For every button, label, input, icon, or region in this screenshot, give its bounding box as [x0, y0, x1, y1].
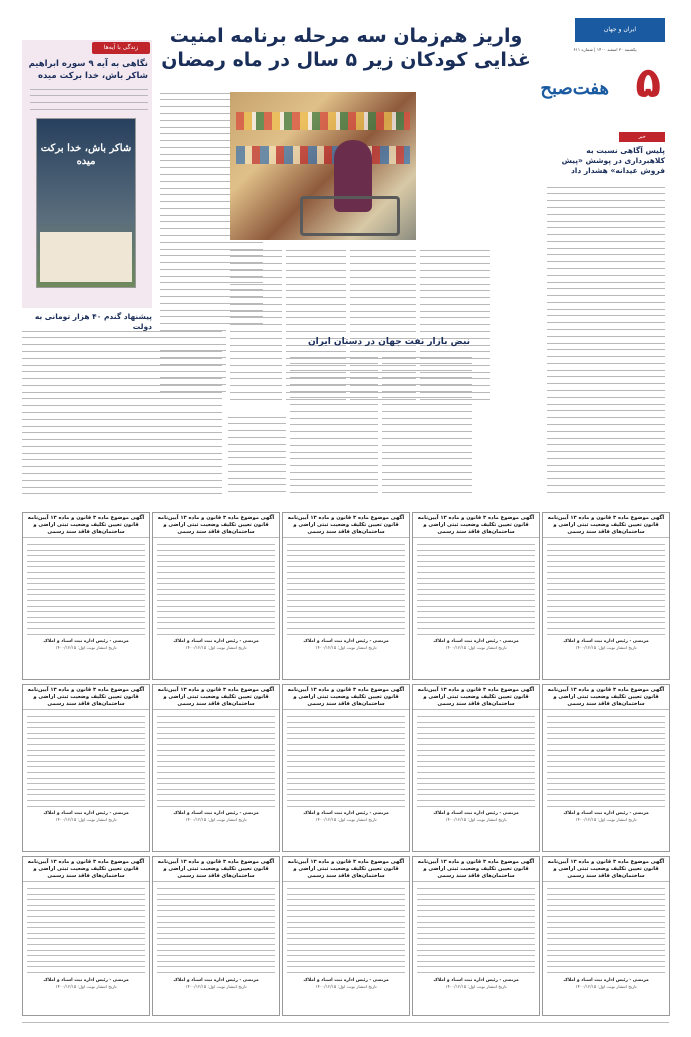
legal-ad-date: تاریخ انتشار نوبت اول: ۱۴۰۰/۱۲/۱۵: [445, 817, 507, 823]
story-police-title: پلیس آگاهی نسبت به کلاهبرداری در پوشش «پیش فروش عیدانه» هشدار داد: [561, 146, 665, 175]
story-oil-body-2: [290, 352, 378, 500]
legal-ad-body: [23, 538, 149, 639]
legal-ad-signature: مرتضی - رئیس اداره ثبت اسناد و املاک: [303, 977, 389, 983]
legal-ad: [152, 856, 280, 1016]
legal-ad-title: آگهی موضوع ماده ۳ قانون و ماده ۱۳ آیین‌نامه قانون تعیین تکلیف وضعیت ثبتی اراضی و ساختمان‌های فاقد سند رسمی: [153, 513, 279, 538]
legal-ad-title: آگهی موضوع ماده ۳ قانون و ماده ۱۳ آیین‌نامه قانون تعیین تکلیف وضعیت ثبتی اراضی و ساختمان‌های فاقد سند رسمی: [543, 685, 669, 710]
legal-ad-signature: مرتضی - رئیس اداره ثبت اسناد و املاک: [433, 639, 519, 645]
legal-ad-body: [543, 710, 669, 811]
legal-ad-body: [283, 882, 409, 978]
legal-ad-date: تاریخ انتشار نوبت اول: ۱۴۰۰/۱۲/۱۵: [575, 645, 637, 651]
photo-shopping-cart: [300, 196, 400, 236]
legal-ad-date: تاریخ انتشار نوبت اول: ۱۴۰۰/۱۲/۱۵: [185, 983, 247, 989]
photo-shelf-products: [236, 112, 410, 130]
legal-ad-signature: مرتضی - رئیس اداره ثبت اسناد و املاک: [563, 639, 649, 645]
legal-ad-date: تاریخ انتشار نوبت اول: ۱۴۰۰/۱۲/۱۵: [575, 817, 637, 823]
legal-ad-title: آگهی موضوع ماده ۳ قانون و ماده ۱۳ آیین‌نامه قانون تعیین تکلیف وضعیت ثبتی اراضی و ساختمان‌های فاقد سند رسمی: [153, 857, 279, 882]
legal-ad-date: تاریخ انتشار نوبت اول: ۱۴۰۰/۱۲/۱۵: [185, 645, 247, 651]
legal-ad-signature: مرتضی - رئیس اداره ثبت اسناد و املاک: [563, 977, 649, 983]
legal-ad-title: آگهی موضوع ماده ۳ قانون و ماده ۱۳ آیین‌نامه قانون تعیین تکلیف وضعیت ثبتی اراضی و ساختمان‌های فاقد سند رسمی: [413, 857, 539, 882]
story-oil-body-3: [228, 412, 286, 500]
photo-shelf-products-lower: [236, 146, 410, 164]
main-story-col-5: [230, 245, 282, 405]
legal-ad-signature: مرتضی - رئیس اداره ثبت اسناد و املاک: [173, 639, 259, 645]
legal-ad-title: آگهی موضوع ماده ۳ قانون و ماده ۱۳ آیین‌نامه قانون تعیین تکلیف وضعیت ثبتی اراضی و ساختمان‌های فاقد سند رسمی: [283, 685, 409, 710]
legal-ad-body: [153, 882, 279, 978]
legal-ad-date: تاریخ انتشار نوبت اول: ۱۴۰۰/۱۲/۱۵: [55, 817, 117, 823]
legal-ad-title: آگهی موضوع ماده ۳ قانون و ماده ۱۳ آیین‌نامه قانون تعیین تکلیف وضعیت ثبتی اراضی و ساختمان‌های فاقد سند رسمی: [413, 685, 539, 710]
story-wheat-body: [22, 326, 222, 501]
legal-ad-date: تاریخ انتشار نوبت اول: ۱۴۰۰/۱۲/۱۵: [315, 817, 377, 823]
legal-ad-body: [283, 538, 409, 639]
legal-ad-body: [153, 538, 279, 639]
legal-ad-signature: مرتضی - رئیس اداره ثبت اسناد و املاک: [563, 811, 649, 817]
legal-ad-title: آگهی موضوع ماده ۳ قانون و ماده ۱۳ آیین‌نامه قانون تعیین تکلیف وضعیت ثبتی اراضی و ساختمان‌های فاقد سند رسمی: [543, 857, 669, 882]
legal-ad-title: آگهی موضوع ماده ۳ قانون و ماده ۱۳ آیین‌نامه قانون تعیین تکلیف وضعیت ثبتی اراضی و ساختمان‌های فاقد سند رسمی: [23, 513, 149, 538]
legal-ad-body: [23, 710, 149, 811]
legal-ad-title: آگهی موضوع ماده ۳ قانون و ماده ۱۳ آیین‌نامه قانون تعیین تکلیف وضعیت ثبتی اراضی و ساختمان‌های فاقد سند رسمی: [283, 857, 409, 882]
date-line: یکشنبه ۳۰ اسفند ۱۴۰۰ | شماره ۶۱۱: [573, 47, 637, 52]
legal-ad-signature: مرتضی - رئیس اداره ثبت اسناد و املاک: [433, 977, 519, 983]
legal-ad-date: تاریخ انتشار نوبت اول: ۱۴۰۰/۱۲/۱۵: [185, 817, 247, 823]
legal-ad-title: آگهی موضوع ماده ۳ قانون و ماده ۱۳ آیین‌نامه قانون تعیین تکلیف وضعیت ثبتی اراضی و ساختمان‌های فاقد سند رسمی: [23, 685, 149, 710]
legal-ad-title: آگهی موضوع ماده ۳ قانون و ماده ۱۳ آیین‌نامه قانون تعیین تکلیف وضعیت ثبتی اراضی و ساختمان‌های فاقد سند رسمی: [413, 513, 539, 538]
legal-ad: [152, 512, 280, 680]
legal-ad-date: تاریخ انتشار نوبت اول: ۱۴۰۰/۱۲/۱۵: [315, 645, 377, 651]
story-police-tag: خبر: [619, 132, 665, 142]
story-wheat-title: پیشنهاد گندم ۴۰ هزار تومانی به دولت: [34, 312, 152, 331]
story-oil-body-1: [382, 352, 472, 500]
page-number: ۵: [635, 58, 661, 107]
page-footer-rule: [22, 1022, 669, 1023]
sidebar-tag: زندگی با آیه‌ها: [92, 42, 150, 54]
story-police-body: [547, 182, 665, 500]
legal-ad: [282, 512, 410, 680]
legal-ad: [542, 856, 670, 1016]
legal-ad-signature: مرتضی - رئیس اداره ثبت اسناد و املاک: [43, 977, 129, 983]
legal-ad: [412, 684, 540, 852]
legal-ad-body: [543, 538, 669, 639]
legal-ad-date: تاریخ انتشار نوبت اول: ۱۴۰۰/۱۲/۱۵: [55, 645, 117, 651]
poster-title: شاکر باش، خدا برکت میده: [40, 143, 132, 167]
legal-ad: [152, 684, 280, 852]
legal-ad-title: آگهی موضوع ماده ۳ قانون و ماده ۱۳ آیین‌نامه قانون تعیین تکلیف وضعیت ثبتی اراضی و ساختمان‌های فاقد سند رسمی: [543, 513, 669, 538]
legal-ad-body: [153, 710, 279, 811]
legal-ad-body: [543, 882, 669, 978]
section-label: ایران و جهان: [575, 18, 665, 42]
main-headline: واریز هم‌زمان سه مرحله برنامه امنیت غذایی کودکان زیر ۵ سال در ماه رمضان: [161, 25, 531, 71]
sidebar-title: نگاهی به آیه ۹ سوره ابراهیم شاکر باش، خدا برکت میده: [28, 59, 148, 81]
newspaper-logo: هفت‌صبح: [540, 78, 609, 99]
legal-ad-title: آگهی موضوع ماده ۳ قانون و ماده ۱۳ آیین‌نامه قانون تعیین تکلیف وضعیت ثبتی اراضی و ساختمان‌های فاقد سند رسمی: [153, 685, 279, 710]
legal-ad-signature: مرتضی - رئیس اداره ثبت اسناد و املاک: [173, 811, 259, 817]
legal-ad: [412, 856, 540, 1016]
legal-ad: [412, 512, 540, 680]
legal-ad-signature: مرتضی - رئیس اداره ثبت اسناد و املاک: [173, 977, 259, 983]
legal-ad: [542, 512, 670, 680]
legal-ad-signature: مرتضی - رئیس اداره ثبت اسناد و املاک: [433, 811, 519, 817]
legal-ad-signature: مرتضی - رئیس اداره ثبت اسناد و املاک: [43, 811, 129, 817]
legal-ad-signature: مرتضی - رئیس اداره ثبت اسناد و املاک: [43, 639, 129, 645]
legal-ad-signature: مرتضی - رئیس اداره ثبت اسناد و املاک: [303, 639, 389, 645]
legal-ad: [542, 684, 670, 852]
legal-ad-title: آگهی موضوع ماده ۳ قانون و ماده ۱۳ آیین‌نامه قانون تعیین تکلیف وضعیت ثبتی اراضی و ساختمان‌های فاقد سند رسمی: [283, 513, 409, 538]
legal-ad-date: تاریخ انتشار نوبت اول: ۱۴۰۰/۱۲/۱۵: [445, 983, 507, 989]
legal-ad: [282, 684, 410, 852]
sidebar-intro: [30, 84, 148, 114]
legal-ad-date: تاریخ انتشار نوبت اول: ۱۴۰۰/۱۲/۱۵: [445, 645, 507, 651]
legal-ad-signature: مرتضی - رئیس اداره ثبت اسناد و املاک: [303, 811, 389, 817]
story-oil-title: نبض بازار نفت جهان در دستان ایران: [307, 337, 470, 347]
legal-ad-body: [283, 710, 409, 811]
legal-ad: [282, 856, 410, 1016]
legal-ad-title: آگهی موضوع ماده ۳ قانون و ماده ۱۳ آیین‌نامه قانون تعیین تکلیف وضعیت ثبتی اراضی و ساختمان‌های فاقد سند رسمی: [23, 857, 149, 882]
legal-ad: [22, 684, 150, 852]
legal-ad-body: [413, 538, 539, 639]
legal-ad-body: [413, 710, 539, 811]
legal-ad-date: تاریخ انتشار نوبت اول: ۱۴۰۰/۱۲/۱۵: [315, 983, 377, 989]
legal-ad-date: تاریخ انتشار نوبت اول: ۱۴۰۰/۱۲/۱۵: [55, 983, 117, 989]
poster-caption-band: [40, 232, 132, 282]
legal-ad: [22, 856, 150, 1016]
legal-ad-body: [413, 882, 539, 978]
legal-ad: [22, 512, 150, 680]
legal-ad-date: تاریخ انتشار نوبت اول: ۱۴۰۰/۱۲/۱۵: [575, 983, 637, 989]
legal-ad-body: [23, 882, 149, 978]
